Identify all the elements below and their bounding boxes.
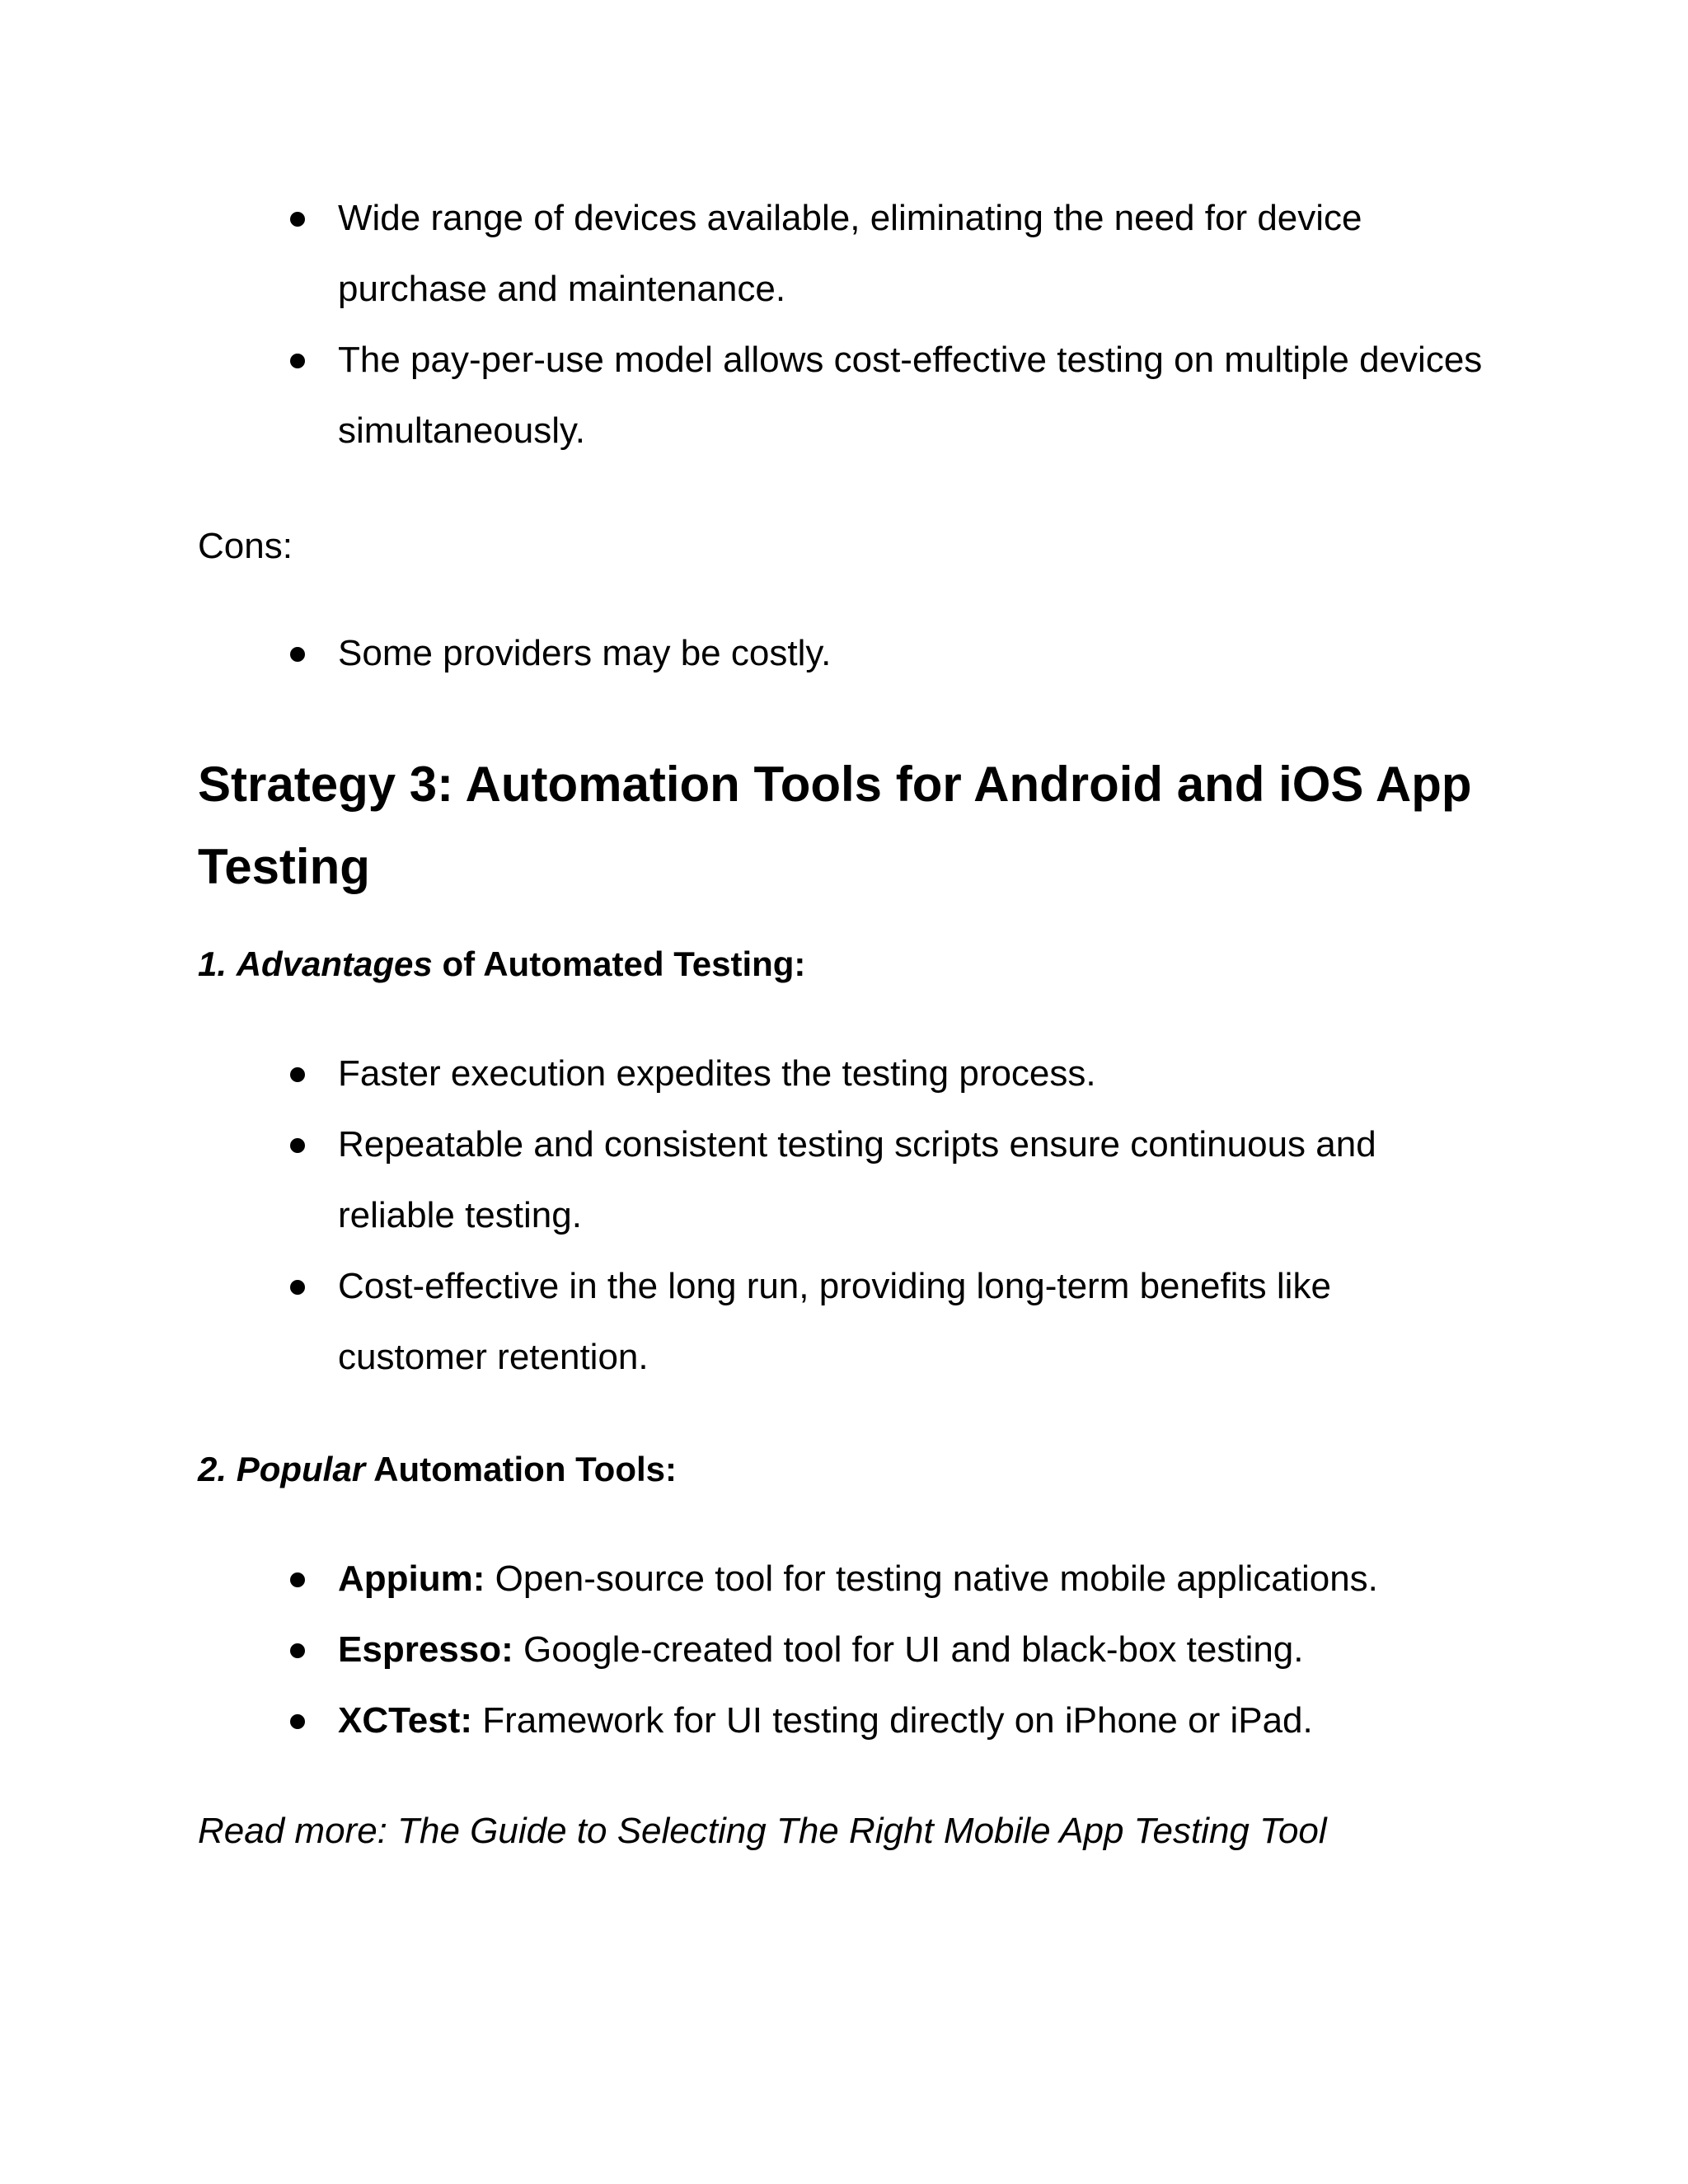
cons-label: Cons:: [198, 526, 293, 566]
list-item: [198, 1544, 1484, 1615]
list-item-text: Some providers may be costly.: [338, 633, 832, 673]
heading-number: 1.: [198, 944, 227, 983]
subsection-heading-advantages: [198, 940, 1484, 989]
cons-list: [198, 618, 1484, 689]
tool-name: Espresso:: [338, 1629, 513, 1670]
list-item: [198, 1038, 1484, 1109]
heading-rest: of Automated Testing:: [432, 944, 806, 983]
section-heading: Strategy 3: Automation Tools for Android and iOS App Testing: [198, 757, 1472, 894]
bullet-icon: [290, 1280, 305, 1295]
list-item: [198, 1685, 1484, 1756]
tool-name: Appium:: [338, 1558, 485, 1599]
advantages-list: [198, 1038, 1484, 1393]
bullet-icon: [290, 1138, 305, 1153]
list-item: [198, 183, 1484, 325]
tool-description: Framework for UI testing directly on iPhone or iPad.: [471, 1700, 1313, 1741]
heading-rest: Automation Tools:: [365, 1450, 678, 1488]
heading-italic-word: Advantages: [236, 944, 433, 983]
list-item: [198, 1615, 1484, 1685]
list-item: [198, 618, 1484, 689]
bullet-icon: [290, 1572, 305, 1587]
bullet-icon: [290, 1067, 305, 1082]
pros-list: [198, 183, 1484, 466]
read-more-text: Read more: The Guide to Selecting The Right Mobile App Testing Tool: [198, 1811, 1327, 1851]
list-item-text: The pay-per-use model allows cost-effective testing on multiple devices simultaneously.: [338, 340, 1483, 451]
bullet-icon: [290, 1643, 305, 1658]
tool-description: Google-created tool for UI and black-box testing.: [513, 1629, 1304, 1670]
list-item-text: Cost-effective in the long run, providing long-term benefits like customer retention.: [338, 1266, 1331, 1377]
list-item: [198, 325, 1484, 466]
bullet-icon: [290, 354, 305, 368]
subsection-heading-tools: [198, 1445, 1484, 1494]
list-item: [198, 1109, 1484, 1251]
heading-italic-word: Popular: [236, 1450, 366, 1488]
bullet-icon: [290, 212, 305, 227]
heading-number: 2.: [198, 1450, 227, 1488]
list-item-text: Wide range of devices available, eliminating the need for device purchase and maintenance.: [338, 198, 1362, 309]
list-item-text: Repeatable and consistent testing scripts ensure continuous and reliable testing.: [338, 1124, 1376, 1235]
tools-list: [198, 1544, 1484, 1756]
bullet-icon: [290, 647, 305, 662]
bullet-icon: [290, 1714, 305, 1729]
tool-description: Open-source tool for testing native mobile applications.: [485, 1558, 1378, 1599]
list-item: [198, 1251, 1484, 1393]
tool-name: XCTest:: [338, 1700, 472, 1741]
list-item-text: Faster execution expedites the testing process.: [338, 1053, 1096, 1094]
